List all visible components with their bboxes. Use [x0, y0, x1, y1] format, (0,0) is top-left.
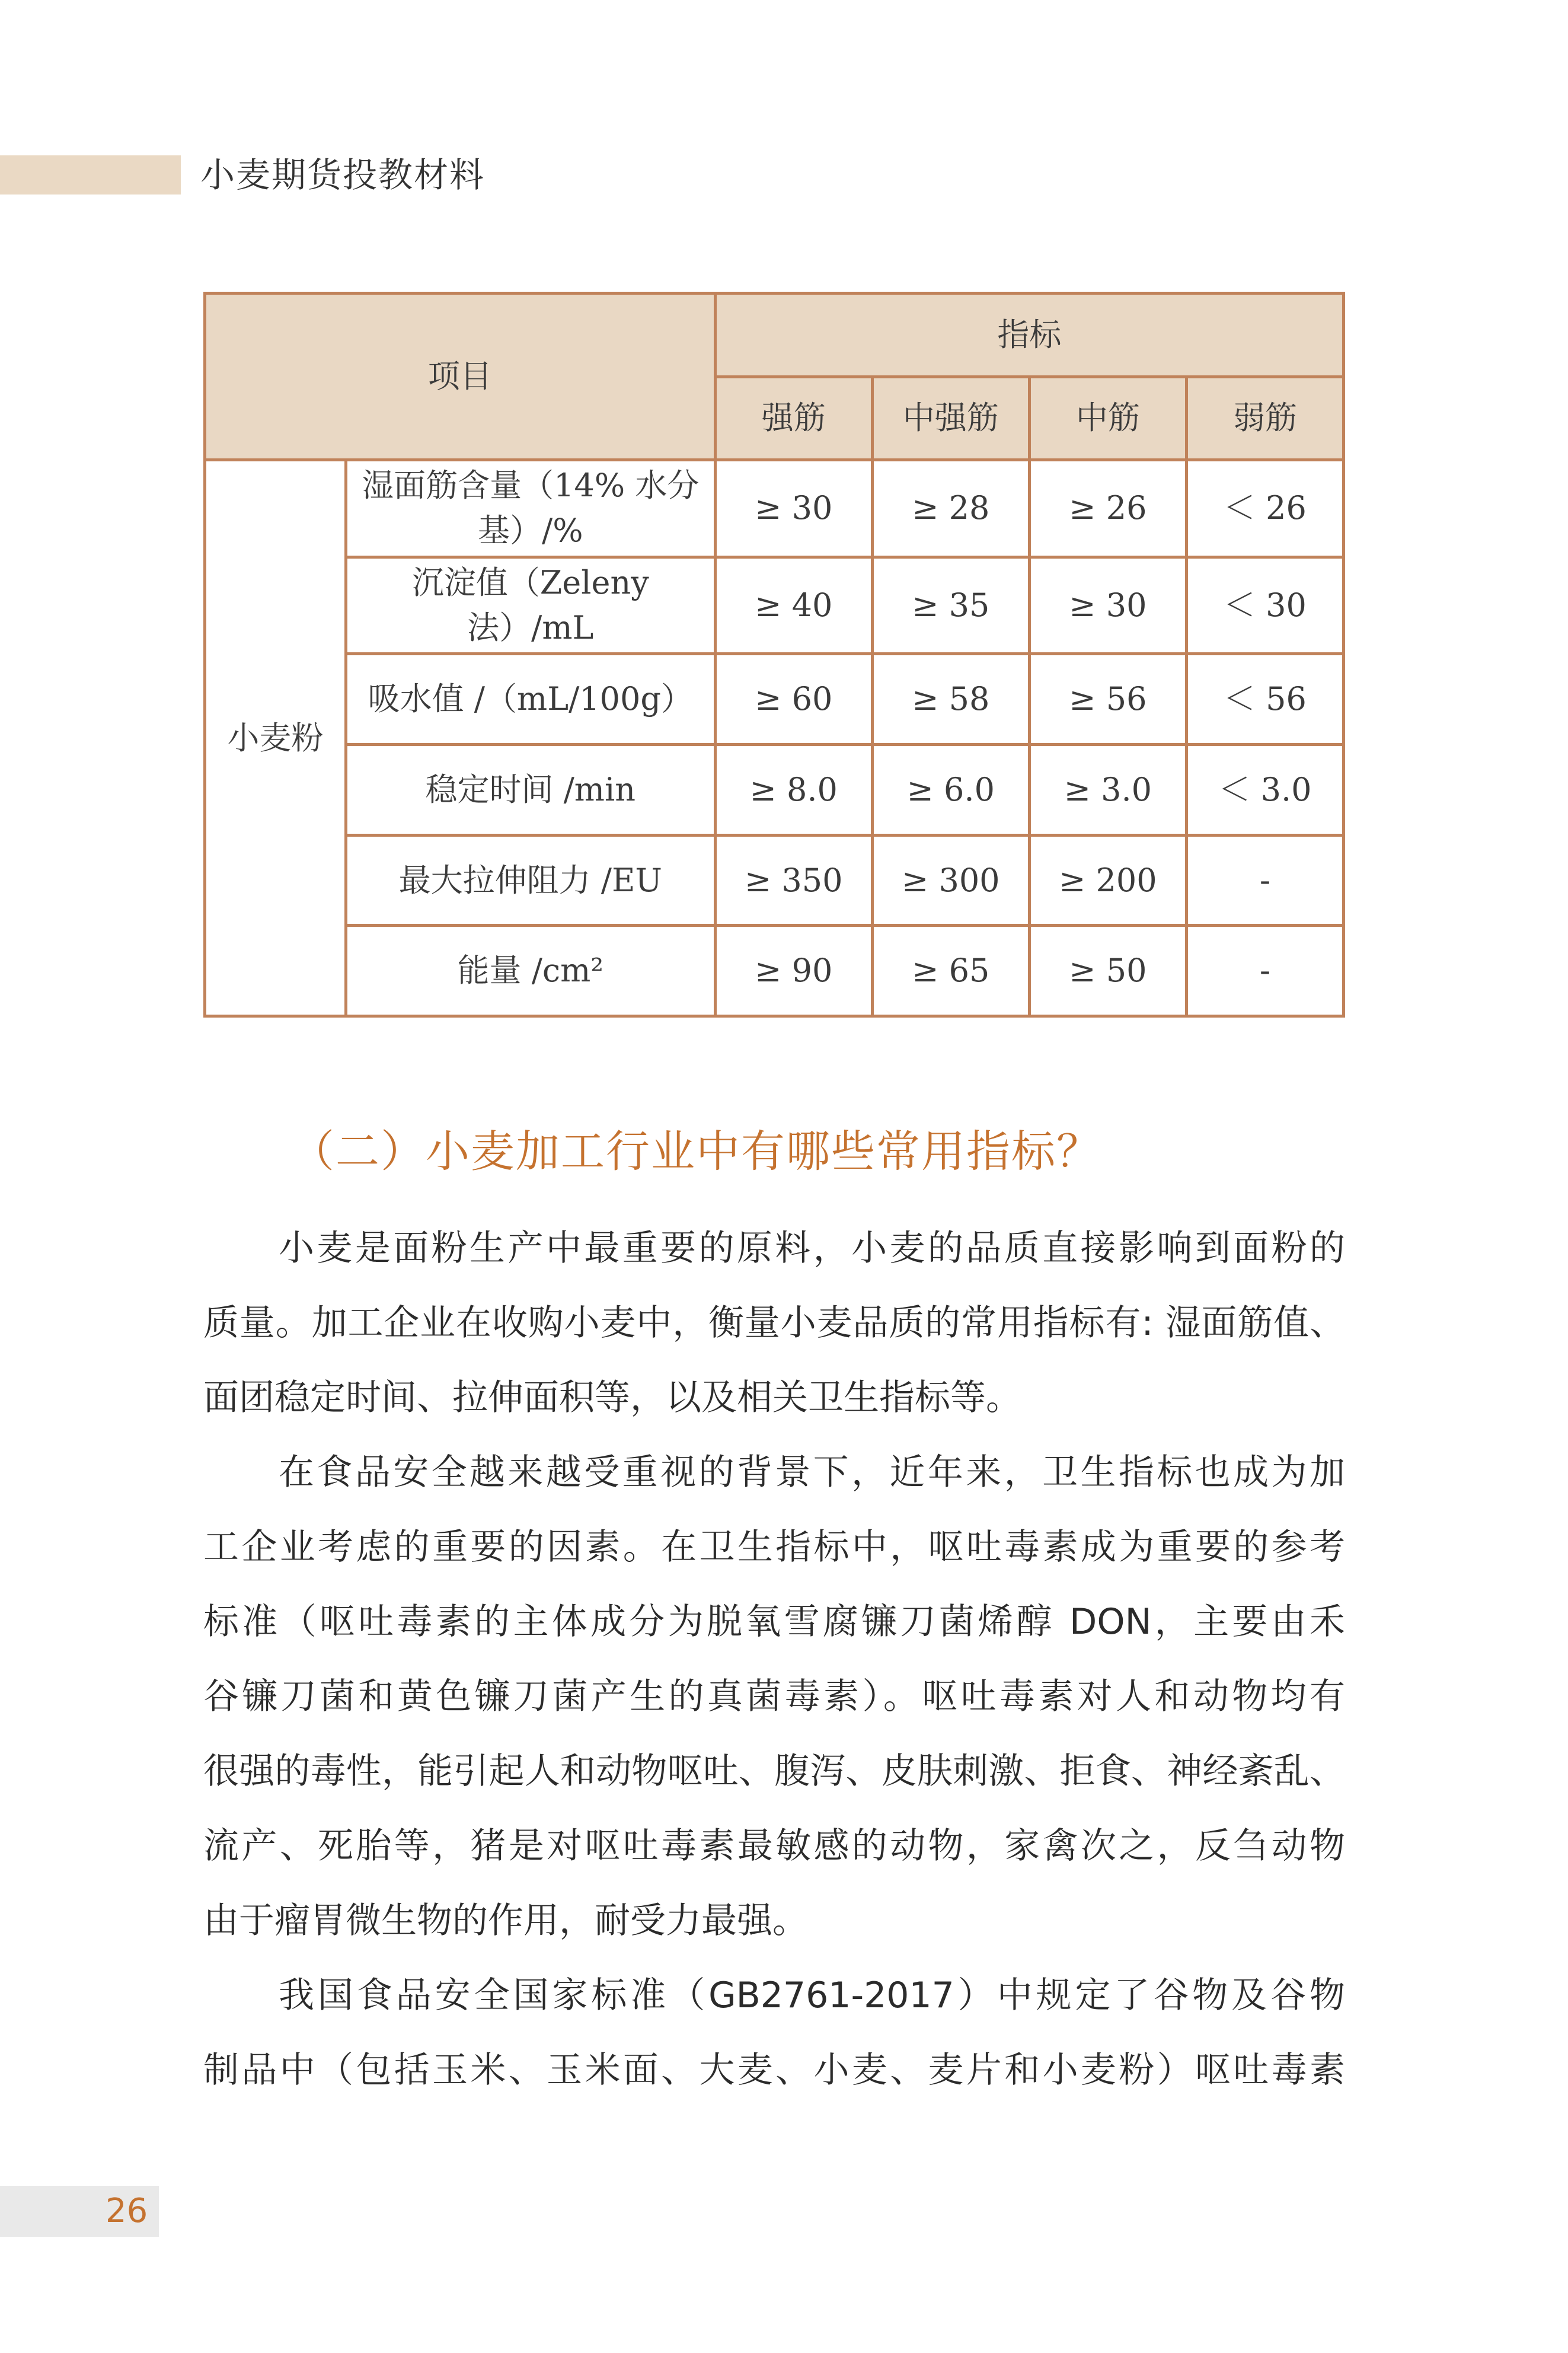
value-cell: ≥ 60: [715, 654, 872, 745]
grade-header-weak: 弱筋: [1186, 377, 1343, 460]
value-cell: ≥ 65: [872, 926, 1029, 1016]
value-cell: -: [1186, 835, 1343, 926]
row-label: 沉淀值（Zeleny 法）/mL: [346, 557, 715, 654]
paragraph-line: 很强的毒性，能引起人和动物呕吐、腹泻、皮肤刺激、拒食、神经紊乱、: [203, 1751, 1345, 1792]
table-row: [205, 557, 1344, 654]
paragraph-line: 在食品安全越来越受重视的背景下，近年来，卫生指标也成为加: [279, 1452, 1345, 1493]
paragraph-line: 小麦是面粉生产中最重要的原料，小麦的品质直接影响到面粉的: [279, 1227, 1345, 1269]
value-cell: ≥ 30: [715, 460, 872, 557]
grade-header-strong: 强筋: [715, 377, 872, 460]
value-cell: ≥ 50: [1029, 926, 1186, 1016]
value-cell: ≥ 58: [872, 654, 1029, 745]
value-cell: ＜ 3.0: [1186, 745, 1343, 836]
table-row: [205, 654, 1344, 745]
value-cell: ≥ 28: [872, 460, 1029, 557]
paragraph-line: 制品中（包括玉米、玉米面、大麦、小麦、麦片和小麦粉）呕吐毒素: [203, 2049, 1345, 2091]
row-label: 能量 /cm²: [346, 926, 715, 1016]
paragraph-line: 面团稳定时间、拉伸面积等，以及相关卫生指标等。: [203, 1377, 1021, 1418]
paragraph-line: 标准（呕吐毒素的主体成分为脱氧雪腐镰刀菌烯醇 DON，主要由禾: [203, 1601, 1345, 1643]
value-cell: ≥ 350: [715, 835, 872, 926]
table-row: [205, 745, 1344, 836]
running-header-title: 小麦期货投教材料: [200, 155, 486, 195]
table-row: [205, 835, 1344, 926]
value-cell: ≥ 6.0: [872, 745, 1029, 836]
section-heading: （二）小麦加工行业中有哪些常用指标？: [290, 1126, 1101, 1177]
row-label: 湿面筋含量（14% 水分基）/%: [346, 460, 715, 557]
table-row: [205, 460, 1344, 557]
table-row: [205, 926, 1344, 1016]
value-cell: ≥ 40: [715, 557, 872, 654]
item-header-cell: 项目: [205, 294, 716, 460]
category-cell: 小麦粉: [205, 460, 346, 1016]
row-label: 吸水值 /（mL/100g）: [346, 654, 715, 745]
grade-header-medium: 中筋: [1029, 377, 1186, 460]
value-cell: ≥ 8.0: [715, 745, 872, 836]
paragraph-line: 我国食品安全国家标准（GB2761-2017）中规定了谷物及谷物: [279, 1975, 1345, 2016]
value-cell: -: [1186, 926, 1343, 1016]
paragraph-line: 质量。加工企业在收购小麦中，衡量小麦品质的常用指标有: 湿面筋值、: [203, 1302, 1345, 1344]
row-label: 稳定时间 /min: [346, 745, 715, 836]
page-number: 26: [106, 2192, 148, 2230]
wheat-flour-spec-table: [203, 292, 1345, 1018]
value-cell: ≥ 300: [872, 835, 1029, 926]
paragraph-line: 流产、死胎等，猪是对呕吐毒素最敏感的动物，家禽次之，反刍动物: [203, 1825, 1345, 1867]
value-cell: ＜ 26: [1186, 460, 1343, 557]
value-cell: ≥ 26: [1029, 460, 1186, 557]
grade-header-medium-strong: 中强筋: [872, 377, 1029, 460]
paragraph-line: 工企业考虑的重要的因素。在卫生指标中，呕吐毒素成为重要的参考: [203, 1526, 1345, 1568]
value-cell: ≥ 3.0: [1029, 745, 1186, 836]
indicator-header-cell: 指标: [715, 294, 1343, 377]
row-label: 最大拉伸阻力 /EU: [346, 835, 715, 926]
value-cell: ≥ 56: [1029, 654, 1186, 745]
value-cell: ≥ 35: [872, 557, 1029, 654]
header-accent-bar: [0, 155, 181, 195]
value-cell: ≥ 200: [1029, 835, 1186, 926]
value-cell: ＜ 30: [1186, 557, 1343, 654]
paragraph-line: 由于瘤胃微生物的作用，耐受力最强。: [203, 1900, 808, 1941]
value-cell: ≥ 30: [1029, 557, 1186, 654]
paragraph-line: 谷镰刀菌和黄色镰刀菌产生的真菌毒素）。呕吐毒素对人和动物均有: [203, 1676, 1345, 1717]
value-cell: ＜ 56: [1186, 654, 1343, 745]
value-cell: ≥ 90: [715, 926, 872, 1016]
